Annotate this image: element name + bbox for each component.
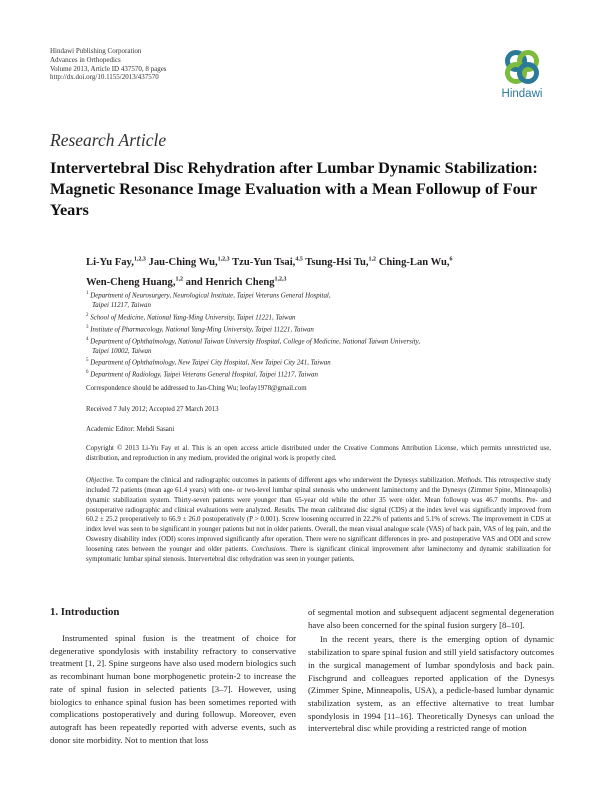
affiliation: $^4$ Department of Ophthalmology, National Taiwan University Hospital, College of Medicine, National Taiwan University, [86,336,421,345]
affiliation: $^1$ Department of Neurosurgery, Neurological Institute, Taipei Veterans General Hospital, [86,291,331,300]
section-heading: 1. Introduction [50,606,120,618]
received-accepted: Received 7 July 2012; Accepted 27 March 2013 [86,406,219,413]
author-list [86,251,556,291]
abstract [86,476,551,565]
abstract-objective: To compare the clinical and radiographic outcomes in patients of different ages who underwent the Dynesys stabilization. [114,477,458,484]
copyright-notice: Copyright © 2013 Li-Yu Fay et al. This is an open access article distributed under the Creative Commons Attribution License, which permits unrestricted use, distribution, and reproduction in any medium, provided the original work is properly cited. [86,445,551,462]
paragraph: In the recent years, there is the emerging option of dynamic stabilization to spare spinal fusion and still yield satisfactory outcomes in the surgical management of lumbar spondylosis and back pain. Fischgrund and colleagues reported application of the Dynesys (Zimmer Spine, Minneapolis, USA), a pedicle-based lumbar dynamic stabilization system, as an effective alternative to treat lumbar spondylosis in 1994 [11–16]. Theoretically Dynesys can unload the intervertebral disc while providing a restricted range of motion [308,634,554,734]
article-title: Intervertebral Disc Rehydration after Lumbar Dynamic Stabilization: Magnetic Resonance Image Evaluation with a Mean Followup of Four Years [50,158,538,219]
affiliation: $^5$ Department of Ophthalmology, New Taipei City Hospital, New Taipei City 241, Taiwan [86,358,331,367]
affiliation-list [86,289,556,380]
journal-name: Advances in Orthopedics [50,55,121,64]
journal-header [50,47,167,82]
abstract-methods: This retrospective study included 72 patients (mean age 61.4 years) with one- or two-level lumbar spinal stenosis who underwent laminectomy and the Dynesys (Zimmer Spine, Minneapolis) dynamic stabilization system. Thirty-seven patients were younger than 65-year old while the other 35 were older. Mean followup was 46.7 months. Pre- and postoperative radiographic and clinical evaluations were analyzed. [86,477,552,514]
abstract-results-label: Results. [274,506,296,514]
volume-info: Volume 2013, Article ID 437570, 8 pages [50,64,167,73]
publisher: Hindawi Publishing Corporation [50,47,142,55]
affiliation: $^2$ School of Medicine, National Yang-Ming University, Taipei 11221, Taiwan [86,312,296,321]
hindawi-logo [492,48,552,104]
affiliation-continued: Taipei 10002, Taiwan [92,347,152,355]
affiliation-continued: Taipei 11217, Taiwan [92,302,151,309]
affiliation: $^6$ Department of Radiology, Taipei Veterans General Hospital, Taipei 11217, Taiwan [86,370,318,379]
author: Tsung-Hsi Tu,$^{1,2}$ [305,256,377,268]
abstract-conclusions: There is significant clinical improvement after laminectomy and dynamic stabilization for symptomatic lumbar spinal stenosis. Intervertebral disc rehydration was seen in younger patients. [86,545,551,563]
author: Jau-Ching Wu,$^{1,2,3}$ [148,256,230,268]
paragraph: of segmental motion and subsequent adjacent segmental degeneration have also been concerned for the spinal fusion surgery [8–10]. [308,607,554,630]
author: Ching-Lan Wu,$^6$ [378,256,453,268]
hindawi-logo-icon [492,48,552,88]
doi-link[interactable]: http://dx.doi.org/10.1155/2013/437570 [50,73,159,82]
abstract-results: The mean calibrated disc signal (CDS) at the index level was significantly improved from 60.2 ± 25.2 preoperatively to 66.9 ± 26.0 postoperatively (P > 0.001). Screw loosening occurred in 22.2% of patients and 5.1% of screws. The improvement in CDS at index level was seen to be significant in younger patients but not in older patients. Overall, the mean visual analogue scale (VAS) of back pain, VAS of leg pain, and the Oswestry disability index (ODI) scores improved significantly after operation. There were no significant differences in pre- and postoperative VAS and ODI and screw loosening rates between the younger and older patients. [86,506,551,553]
logo-text: Hindawi [501,88,543,100]
abstract-methods-label: Methods. [457,477,483,484]
article-type: Research Article [50,130,167,150]
body-column-left: Instrumented spinal fusion is the treatment of choice for degenerative spondylosis with instability refractory to conservative treatment [1, 2]. Spine surgeons have also used modern biologics such as recombinant human bone morphogenetic protein-2 to increase the rate of spinal fusion in selected patients [3–7]. However, using biologics to enhance spinal fusion has been sometimes reported with complications postoperatively and during followup. Moreover, even autograft has been repeatedly reported with adverse events, such as donor site morbidity. Not to mention that loss [50,633,296,745]
author: Tzu-Yun Tsai,$^{4,5}$ [232,256,303,268]
author: Li-Yu Fay,$^{1,2,3}$ [86,256,146,268]
correspondence: Correspondence should be addressed to Jau-Ching Wu; leofay1978@gmail.com [86,385,307,392]
academic-editor: Academic Editor: Mehdi Sasani [86,426,175,433]
affiliation: $^3$ Institute of Pharmacology, National Yang-Ming University, Taipei 11221, Taiwan [86,324,314,333]
body-column-right [308,606,554,735]
author: and Henrich Cheng$^{1,2,3}$ [185,276,287,288]
author: Wen-Cheng Huang,$^{1,2}$ [86,276,183,288]
abstract-objective-label: Objective. [86,477,115,484]
abstract-conclusions-label: Conclusions. [251,545,288,553]
